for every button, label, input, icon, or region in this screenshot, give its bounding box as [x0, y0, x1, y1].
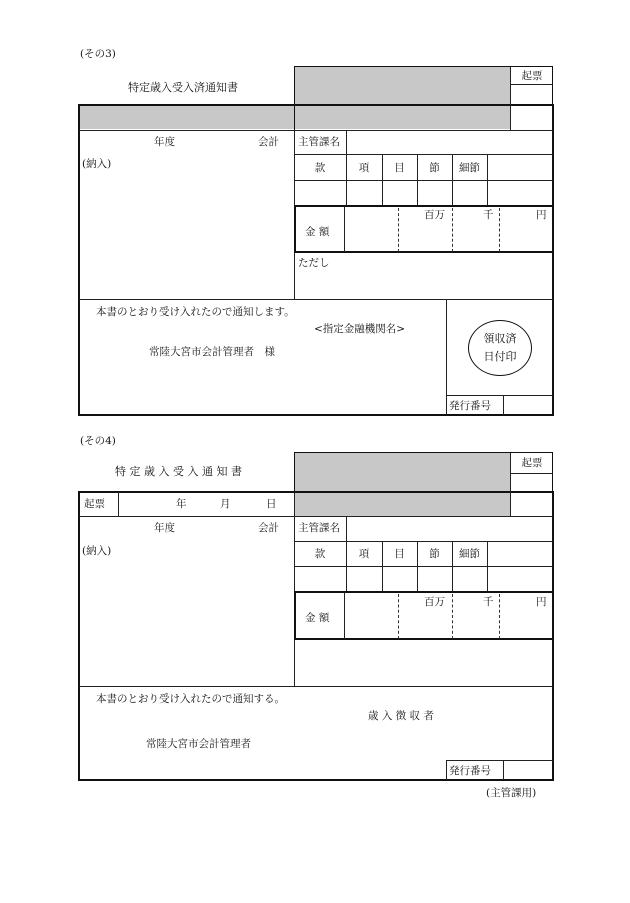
form4-title: 特 定 歳 入 受 入 通 知 書: [115, 465, 242, 478]
form3-label: (その3): [80, 48, 116, 60]
form3-unit-en: 円: [536, 209, 547, 221]
form4-amount-label: 金 額: [305, 612, 330, 624]
form3-receipt-stamp: [468, 320, 532, 376]
form4-footer: (主管課用): [486, 787, 537, 799]
form3-saisetsu: 細節: [459, 162, 480, 174]
form4-kihyo-left: 起票: [84, 498, 105, 510]
form3-bank: <指定金融機関名>: [314, 323, 406, 335]
form4-hakko: 発行番号: [449, 765, 491, 777]
form3-addressee: 常陸大宮市会計管理者 様: [149, 346, 275, 358]
form4-kihyo-right: 起票: [521, 457, 543, 469]
form3-nendo: 年度: [154, 136, 175, 148]
form4-saisetsu: 細節: [459, 548, 480, 560]
form3-shukan-ka: 主管課名: [298, 136, 340, 148]
form4-moku: 目: [394, 548, 405, 560]
form3-stamp-line2: 日付印: [483, 350, 517, 363]
form4-kaikei: 会計: [258, 522, 279, 534]
form4-shukan-ka: 主管課名: [298, 522, 340, 534]
form4-unit-sen: 千: [483, 596, 494, 608]
form3-ko: 項: [358, 162, 370, 174]
form3-kihyo-label: 起票: [521, 70, 543, 82]
form4-setsu: 節: [429, 548, 440, 560]
form3-nounyu: (納入): [82, 158, 112, 170]
form3-setsu: 節: [429, 162, 440, 174]
form3-kan: 款: [314, 162, 326, 174]
form4-tsuki: 月: [220, 498, 231, 510]
form3-hakko: 発行番号: [449, 400, 491, 412]
form4-notice: 本書のとおり受け入れたので通知する。: [96, 693, 285, 705]
form4-label: (その4): [80, 435, 116, 447]
form3-tadashi: ただし: [298, 257, 330, 269]
form3-moku: 目: [394, 162, 405, 174]
form3-amount-label: 金 額: [305, 226, 330, 238]
form3-notice: 本書のとおり受け入れたので通知します。: [96, 306, 295, 318]
form4-kan: 款: [314, 548, 326, 560]
form3-kaikei: 会計: [258, 136, 279, 148]
form4-hi: 日: [266, 498, 277, 510]
form4-unit-hyakuman: 百万: [424, 596, 445, 608]
form4-signer: 常陸大宮市会計管理者: [146, 738, 251, 750]
form3-title: 特定歳入受入済通知書: [128, 81, 238, 94]
form3-stamp-line1: 領収済: [483, 332, 517, 345]
form4-nen: 年: [176, 498, 187, 510]
form4-collector: 歳 入 徴 収 者: [368, 710, 434, 722]
form4-nounyu: (納入): [82, 545, 112, 557]
form3-unit-sen: 千: [483, 209, 494, 221]
form4-nendo: 年度: [154, 522, 175, 534]
form3-unit-hyakuman: 百万: [424, 209, 445, 221]
form4-ko: 項: [358, 548, 370, 560]
form4-unit-en: 円: [536, 596, 547, 608]
